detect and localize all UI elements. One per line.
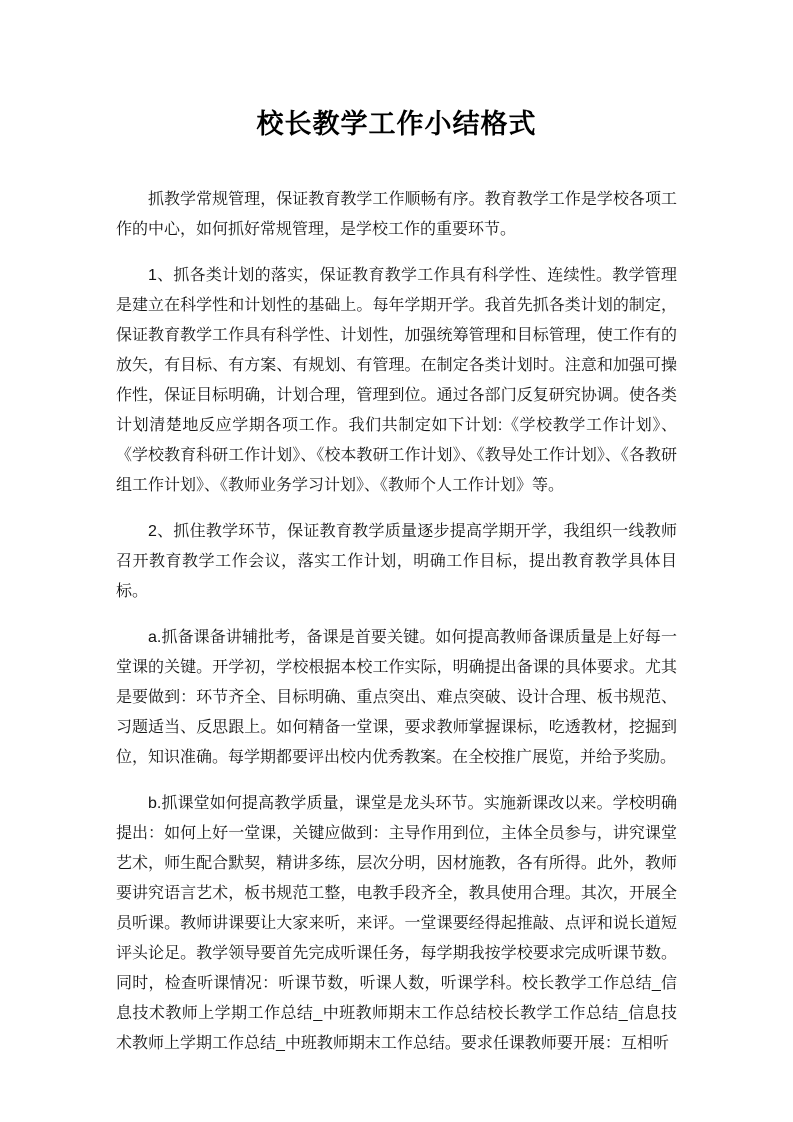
paragraph-item-1: 1、抓各类计划的落实，保证教育教学工作具有科学性、连续性。教学管理是建立在科学性和计划性的基础上。每年学期开学。我首先抓各类计划的制定，保证教育教学工作具有科学性、计划性，加强统筹管理和目标管理，使工作有的放矢，有目标、有方案、有规划、有管理。在制定各类计划时。注意和加强可操作性，保证目标明确，计划合理，管理到位。通过各部门反复研究协调。使各类计划清楚地反应学期各项工作。我们共制定如下计划:《学校教学工作计划》、《学校教育科研工作计划》、《校本教研工作计划》、《教导处工作计划》、《各教研组工作计划》、《教师业务学习计划》、《教师个人工作计划》等。 bbox=[116, 267, 677, 494]
paragraph-item-2: 2、抓住教学环节，保证教育教学质量逐步提高学期开学，我组织一线教师召开教育教学工作会议，落实工作计划，明确工作目标，提出教育教学具体目标。 bbox=[116, 523, 677, 600]
document-body bbox=[116, 185, 677, 1059]
document-title: 校长教学工作小结格式 bbox=[256, 109, 537, 139]
paragraph-item-2a: a.抓备课备讲辅批考，备课是首要关键。如何提高教师备课质量是上好每一堂课的关键。开学初，学校根据本校工作实际，明确提出备课的具体要求。尤其是要做到：环节齐全、目标明确、重点突出、难点突破、设计合理、板书规范、习题适当、反思跟上。如何精备一堂课，要求教师掌握课标，吃透教材，挖掘到位，知识准确。每学期都要评出校内优秀教案。在全校推广展览，并给予奖励。 bbox=[116, 629, 677, 766]
paragraph-intro: 抓教学常规管理，保证教育教学工作顺畅有序。教育教学工作是学校各项工作的中心，如何抓好常规管理，是学校工作的重要环节。 bbox=[116, 191, 677, 238]
paragraph-item-2b: b.抓课堂如何提高教学质量，课堂是龙头环节。实施新课改以来。学校明确提出：如何上好一堂课，关键应做到：主导作用到位，主体全员参与，讲究课堂艺术，师生配合默契，精讲多练，层次分明，因材施教，各有所得。此外，教师要讲究语言艺术，板书规范工整，电教手段齐全，教具使用合理。其次，开展全员听课。教师讲课要让大家来听，来评。一堂课要经得起推敲、点评和说长道短评头论足。教学领导要首先完成听课任务，每学期我按学校要求完成听课节数。同时，检查听课情况：听课节数，听课人数，听课学科。校长教学工作总结_信息技术教师上学期工作总结_中班教师期末工作总结校长教学工作总结_信息技术教师上学期工作总结_中班教师期末工作总结。要求任课教师要开展：互相听 bbox=[116, 795, 677, 1052]
